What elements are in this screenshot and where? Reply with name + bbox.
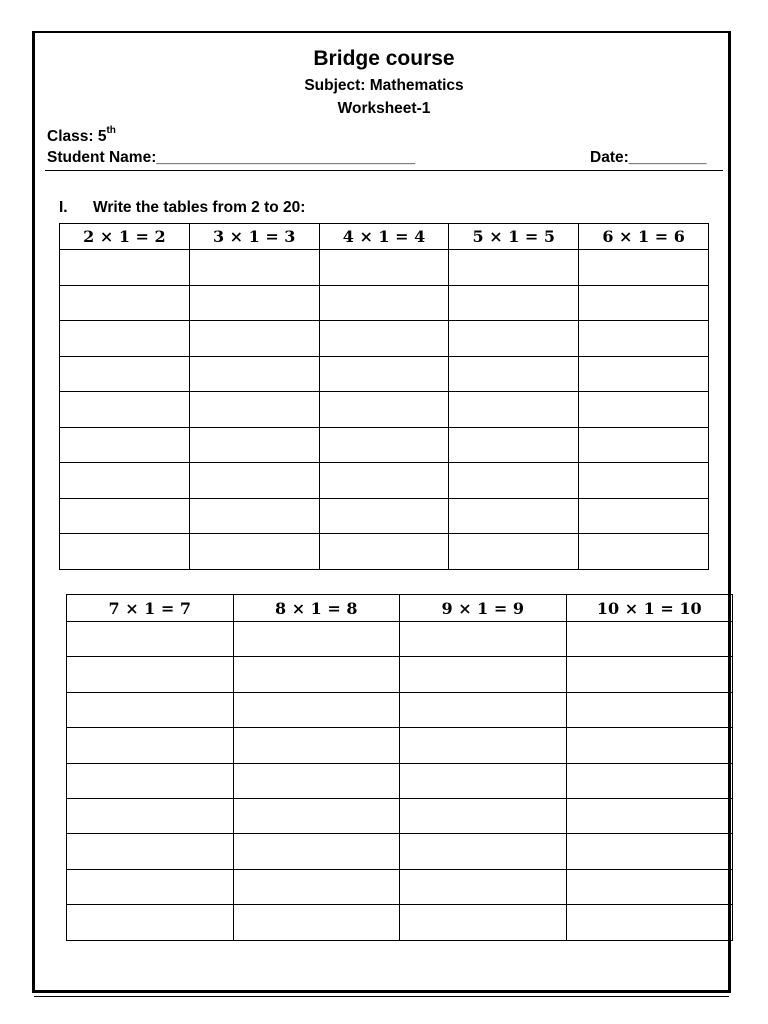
answer-rows (60, 250, 709, 570)
table-row (60, 356, 709, 392)
answer-cell (189, 427, 319, 463)
answer-cell (67, 869, 234, 904)
answer-cell (449, 534, 579, 570)
answer-cell (67, 798, 234, 833)
class-superscript: th (106, 125, 116, 136)
answer-cell (579, 498, 709, 534)
table-row (67, 692, 733, 727)
answer-cell (67, 834, 234, 869)
answer-cell (400, 869, 567, 904)
answer-cell (189, 250, 319, 286)
table-row (67, 763, 733, 798)
student-name-field: Student Name:______________________________ (47, 149, 415, 166)
table-row (60, 321, 709, 357)
table-header-row (60, 224, 709, 250)
table-row (67, 622, 733, 657)
answer-cell (233, 905, 400, 940)
table-header-cell: 5 × 1 = 5 (449, 224, 579, 250)
answer-cell (233, 622, 400, 657)
header-divider (45, 170, 723, 171)
answer-cell (319, 427, 449, 463)
answer-cell (319, 534, 449, 570)
answer-cell (233, 657, 400, 692)
answer-cell (579, 321, 709, 357)
answer-cell (400, 763, 567, 798)
question-1 (59, 198, 305, 218)
answer-cell (233, 692, 400, 727)
answer-cell (579, 427, 709, 463)
answer-cell (319, 463, 449, 499)
answer-cell (189, 285, 319, 321)
date-field: Date:_________ (590, 149, 707, 166)
worksheet-title: Bridge course (313, 47, 455, 70)
answer-cell (400, 657, 567, 692)
answer-cell (400, 798, 567, 833)
answer-cell (566, 798, 733, 833)
answer-cell (60, 356, 190, 392)
answer-rows (67, 622, 733, 941)
answer-cell (60, 285, 190, 321)
answer-cell (60, 463, 190, 499)
table-row (60, 463, 709, 499)
answer-cell (233, 869, 400, 904)
answer-cell (449, 285, 579, 321)
table-header-cell: 7 × 1 = 7 (67, 595, 234, 622)
answer-cell (579, 356, 709, 392)
answer-cell (579, 250, 709, 286)
answer-cell (566, 728, 733, 763)
answer-cell (319, 356, 449, 392)
answer-cell (60, 498, 190, 534)
table-header-row (67, 595, 733, 622)
answer-cell (400, 834, 567, 869)
answer-cell (449, 427, 579, 463)
answer-cell (233, 834, 400, 869)
answer-cell (67, 905, 234, 940)
table-row (60, 285, 709, 321)
class-line (47, 123, 116, 147)
table-row (60, 498, 709, 534)
table-row (60, 392, 709, 428)
answer-cell (449, 321, 579, 357)
answer-cell (400, 622, 567, 657)
subject-line: Subject: Mathematics (304, 77, 464, 94)
answer-cell (233, 728, 400, 763)
table-header-cell: 3 × 1 = 3 (189, 224, 319, 250)
answer-cell (319, 321, 449, 357)
worksheet-number: Worksheet-1 (337, 100, 431, 117)
answer-cell (67, 657, 234, 692)
answer-cell (60, 250, 190, 286)
table-row (67, 728, 733, 763)
table-row (67, 798, 733, 833)
answer-cell (67, 763, 234, 798)
tables-grid-2-to-6 (59, 223, 709, 570)
answer-cell (319, 498, 449, 534)
table-header-cell: 4 × 1 = 4 (319, 224, 449, 250)
answer-cell (400, 692, 567, 727)
answer-cell (449, 250, 579, 286)
table-row (67, 869, 733, 904)
table-row (67, 905, 733, 940)
class-label: Class: 5 (47, 128, 107, 146)
table-row (67, 657, 733, 692)
table-row (60, 250, 709, 286)
table-header-cell: 8 × 1 = 8 (233, 595, 400, 622)
answer-cell (400, 905, 567, 940)
answer-cell (579, 463, 709, 499)
answer-cell (579, 392, 709, 428)
answer-cell (566, 622, 733, 657)
answer-cell (60, 392, 190, 428)
table-header-cell: 9 × 1 = 9 (400, 595, 567, 622)
answer-cell (319, 285, 449, 321)
answer-cell (449, 392, 579, 428)
answer-cell (60, 427, 190, 463)
answer-cell (566, 869, 733, 904)
table-row (60, 534, 709, 570)
answer-cell (189, 498, 319, 534)
answer-cell (449, 356, 579, 392)
answer-cell (319, 250, 449, 286)
answer-cell (579, 285, 709, 321)
answer-cell (566, 763, 733, 798)
answer-cell (67, 728, 234, 763)
table-row (67, 834, 733, 869)
question-text: Write the tables from 2 to 20: (93, 199, 306, 216)
answer-cell (449, 498, 579, 534)
tables-grid-7-to-10 (66, 594, 733, 941)
answer-cell (233, 798, 400, 833)
answer-cell (189, 392, 319, 428)
table-row (60, 427, 709, 463)
answer-cell (189, 321, 319, 357)
table-header-cell: 6 × 1 = 6 (579, 224, 709, 250)
answer-cell (579, 534, 709, 570)
answer-cell (67, 692, 234, 727)
answer-cell (60, 321, 190, 357)
answer-cell (566, 657, 733, 692)
answer-cell (319, 392, 449, 428)
answer-cell (189, 534, 319, 570)
answer-cell (60, 534, 190, 570)
question-number: I. (59, 199, 68, 216)
answer-cell (566, 905, 733, 940)
answer-cell (566, 692, 733, 727)
answer-cell (189, 356, 319, 392)
answer-cell (233, 763, 400, 798)
table-header-cell: 2 × 1 = 2 (60, 224, 190, 250)
answer-cell (566, 834, 733, 869)
table-header-cell: 10 × 1 = 10 (566, 595, 733, 622)
answer-cell (400, 728, 567, 763)
answer-cell (189, 463, 319, 499)
answer-cell (67, 622, 234, 657)
answer-cell (449, 463, 579, 499)
